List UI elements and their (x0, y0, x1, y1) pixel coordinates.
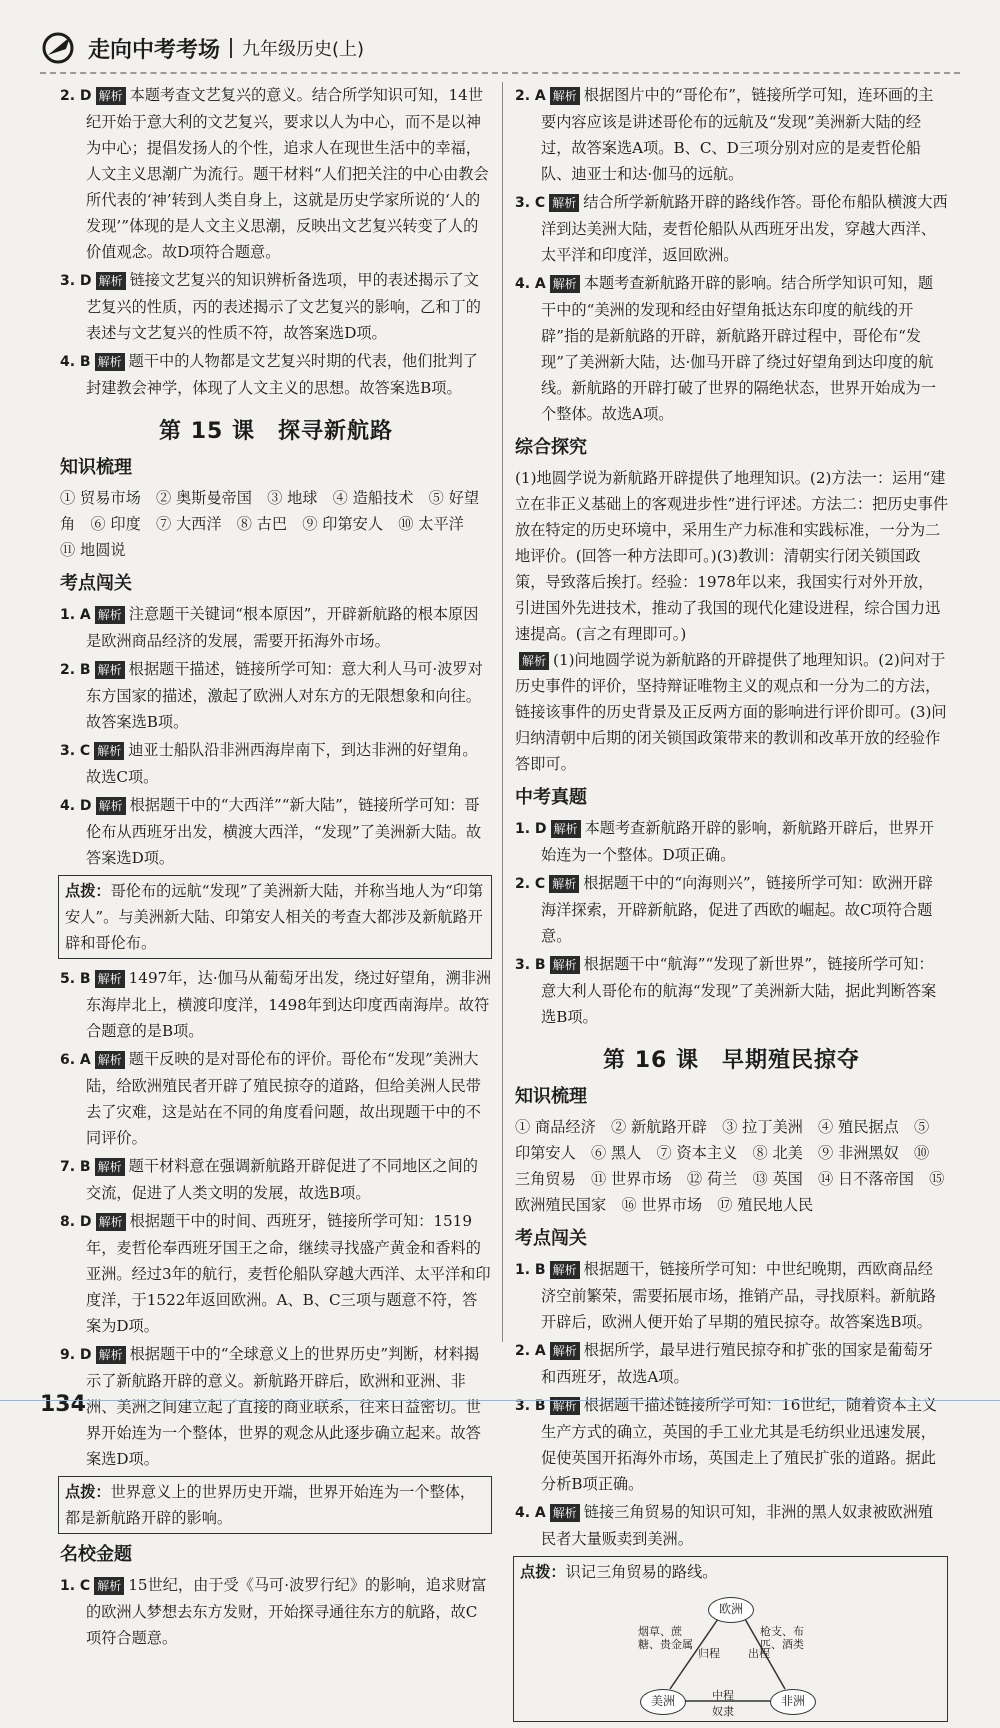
lesson-16-title: 第 16 课 早期殖民掠夺 (603, 1048, 860, 1073)
answer-text: 本题考查新航路开辟的影响，新航路开辟后，世界开始连为一个整体。D项正确。 (541, 819, 934, 864)
zhenti-items (515, 815, 948, 1030)
answer-text: 根据题干中的“向海则兴”，链接所学可知：欧洲开辟海洋探索，开辟新航路，促进了西欧的崛起。故C项符合题意。 (541, 874, 933, 945)
footer-line (0, 1400, 1000, 1401)
section-knowledge-15: 知识梳理 (60, 457, 132, 478)
answer-number: 3. D (60, 273, 92, 289)
header-separator (230, 38, 232, 58)
analysis-tag: 解析 (96, 1346, 126, 1364)
right-column (515, 82, 948, 1728)
kaodian-items-16 (515, 1256, 948, 1552)
answer-text: 迪亚士船队沿非洲西海岸南下，到达非洲的好望角。故选C项。 (86, 741, 478, 786)
answer-text: 根据题干中的“大西洋”“新大陆”，链接所学可知：哥伦布从西班牙出发，横渡大西洋，“发现”了美洲新大陆。故答案选D项。 (86, 796, 482, 867)
answer-number: 4. A (515, 276, 546, 292)
tip-box-2 (58, 1476, 492, 1534)
section-mingxiao: 名校金题 (60, 1544, 132, 1565)
answer-item (515, 189, 948, 268)
brand-title: 走向中考考场 (88, 37, 221, 63)
book-series-logo (38, 30, 82, 66)
section-kaodian-15: 考点闯关 (60, 573, 132, 594)
answer-text: 根据题干中“航海”“发现了新世界”，链接所学可知：意大利人哥伦布的航海“发现”了美洲新大陆，据此判断答案选B项。 (541, 955, 937, 1026)
answer-item (60, 1153, 492, 1206)
tip-label: 点拨： (65, 882, 111, 900)
analysis-tag: 解析 (95, 353, 125, 371)
answer-text: 结合所学新航路开辟的路线作答。哥伦布船队横渡大西洋到达美洲大陆，麦哲伦船队从西班牙出发，穿越大西洋、太平洋和印度洋，返回欧洲。 (541, 193, 948, 264)
tip-text: 世界意义上的世界历史开端，世界开始连为一个整体，都是新航路开辟的影响。 (65, 1483, 476, 1527)
analysis-tag: 解析 (95, 661, 125, 679)
answer-item (60, 1341, 492, 1472)
analysis-tag: 解析 (550, 275, 580, 293)
answer-item (515, 1337, 948, 1390)
node-america: 美洲 (640, 1689, 686, 1715)
answer-text: 题干材料意在强调新航路开辟促进了不同地区之间的交流，促进了人类文明的发展，故选B项。 (86, 1157, 478, 1202)
answer-item (515, 1392, 948, 1497)
label-left: 烟草、蔗糖、贵金属 (638, 1625, 693, 1651)
section-kaodian-16: 考点闯关 (515, 1228, 587, 1249)
answer-number: 2. C (515, 876, 546, 892)
answer-item (60, 792, 492, 871)
answer-item (515, 951, 948, 1030)
tip-text: 哥伦布的远航“发现”了美洲新大陆，并称当地人为“印第安人”。与美洲新大陆、印第安人相关的考查大都涉及新航路开辟和哥伦布。 (65, 882, 484, 952)
tip-label: 点拨： (520, 1563, 566, 1581)
answer-text: 根据题干描述链接所学可知：16世纪，随着资本主义生产方式的确立，英国的手工业尤其是毛纺织业迅速发展，促使英国开拓海外市场，英国走上了殖民扩张的道路。据此分析B项正确。 (541, 1396, 938, 1493)
answer-text: 题干反映的是对哥伦布的评价。哥伦布“发现”美洲大陆，给欧洲殖民者开辟了殖民掠夺的道路，但给美洲人民带去了灾难，这是站在不同的角度看问题，故出现题干中的不同评价。 (86, 1050, 481, 1147)
answer-number: 3. C (515, 195, 546, 211)
answer-item (60, 348, 492, 401)
answer-item (515, 82, 948, 187)
answer-text: 注意题干关键词“根本原因”，开辟新航路的根本原因是欧洲商品经济的发展，需要开拓海外市场。 (86, 605, 479, 650)
answer-item (515, 815, 948, 868)
answer-item (515, 1256, 948, 1335)
analysis-tag: 解析 (96, 797, 126, 815)
answer-number: 4. D (60, 798, 92, 814)
analysis-tag: 解析 (94, 742, 124, 760)
answer-item (60, 601, 492, 654)
analysis-tag: 解析 (95, 970, 125, 988)
node-africa: 非洲 (770, 1689, 816, 1715)
answer-text: 链接文艺复兴的知识辨析备选项，甲的表述揭示了文艺复兴的性质，丙的表述揭示了文艺复兴的影响，乙和丁的表述与文艺复兴的性质不符，故答案选D项。 (86, 271, 481, 342)
header-divider (40, 72, 960, 74)
zonghe-analysis (515, 647, 948, 777)
analysis-tag: 解析 (95, 1158, 125, 1176)
answer-item (60, 656, 492, 735)
answer-number: 6. A (60, 1052, 91, 1068)
answer-text: 1497年，达·伽马从葡萄牙出发，绕过好望角，溯非洲东海岸北上，横渡印度洋，1498年到达印度西南海岸。故符合题意的是B项。 (86, 969, 492, 1040)
analysis-tag: 解析 (519, 652, 549, 670)
knowledge-list-16: ① 商品经济 ② 新航路开辟 ③ 拉丁美洲 ④ 殖民据点 ⑤ 印第安人 ⑥ 黑人 ⑦ 资本主义 ⑧ 北美 ⑨ 非洲黑奴 ⑩ 三角贸易 ⑪ 世界市场 ⑫ 荷兰 ⑬ 英国 ⑭ 日不落帝国 ⑮ 欧洲殖民国家 ⑯ 世界市场 ⑰ 殖民地人民 (515, 1118, 945, 1214)
label-right-route: 出程 (748, 1647, 770, 1660)
answer-number: 2. D (60, 88, 92, 104)
analysis-tag: 解析 (94, 1577, 124, 1595)
analysis-tag: 解析 (549, 875, 579, 893)
answer-text: 根据题干中的“全球意义上的世界历史”判断，材料揭示了新航路开辟的意义。新航路开辟后，欧洲和亚洲、非洲、美洲之间建立起了直接的商业联系，往来日益密切。世界开始连为一个整体，世界的观念从此逐步确立起来。故答案选D项。 (86, 1345, 481, 1468)
answer-text: 根据所学，最早进行殖民掠夺和扩张的国家是葡萄牙和西班牙，故选A项。 (541, 1341, 934, 1386)
answer-text: 根据题干，链接所学可知：中世纪晚期，西欧商品经济空前繁荣，需要拓展市场，推销产品，寻找原料。新航路开辟后，欧洲人便开始了早期的殖民掠夺。故答案选B项。 (541, 1260, 936, 1331)
answer-item (515, 270, 948, 427)
answer-number: 1. D (515, 821, 547, 837)
answer-number: 8. D (60, 1214, 92, 1230)
section-zhenti: 中考真题 (515, 787, 587, 808)
section-knowledge-16: 知识梳理 (515, 1086, 587, 1107)
answer-number: 1. A (60, 607, 91, 623)
analysis-tag: 解析 (550, 956, 580, 974)
answer-number: 3. C (60, 743, 91, 759)
answer-item (60, 1572, 492, 1651)
analysis-tag: 解析 (95, 1051, 125, 1069)
analysis-tag: 解析 (550, 1397, 580, 1415)
analysis-tag: 解析 (550, 1261, 580, 1279)
answer-text: 链接三角贸易的知识可知，非洲的黑人奴隶被欧洲殖民者大量贩卖到美洲。 (541, 1503, 934, 1548)
answer-item (60, 267, 492, 346)
tip-box-1 (58, 875, 492, 959)
answer-item (515, 1499, 948, 1552)
answer-number: 7. B (60, 1159, 91, 1175)
label-bottom-bottom: 奴隶 (712, 1705, 734, 1718)
analysis-tag: 解析 (96, 272, 126, 290)
answer-number: 2. B (60, 662, 91, 678)
tip-label: 点拨： (65, 1483, 111, 1501)
answer-text: 本题考查新航路开辟的影响。结合所学知识可知，题干中的“美洲的发现和经由好望角抵达东印度的航线的开辟”指的是新航路的开辟，新航路开辟过程中，哥伦布“发现”了美洲新大陆，达·伽马开辟了绕过好望角到达印度的航线。新航路的开辟打破了世界的隔绝状态，世界开始成为一个整体。故选A项。 (541, 274, 936, 423)
answer-item (515, 870, 948, 949)
answer-number: 3. B (515, 957, 546, 973)
kaodian-items-b (60, 965, 492, 1472)
answer-item (60, 965, 492, 1044)
lesson-15-title: 第 15 课 探寻新航路 (159, 419, 393, 444)
label-left-route: 归程 (698, 1647, 720, 1660)
analysis-tag: 解析 (96, 87, 126, 105)
answer-number: 1. B (515, 1262, 546, 1278)
page-number: 134 (40, 1392, 86, 1417)
answer-text: 根据题干描述，链接所学可知：意大利人马可·波罗对东方国家的描述，激起了欧洲人对东方的无限想象和向往。故答案选B项。 (86, 660, 483, 731)
mingxiao-items (60, 1572, 492, 1651)
zonghe-answer: (1)地圆学说为新航路开辟提供了地理知识。(2)方法一：运用“建立在非正义基础上的客观进步性”进行评述。方法二：把历史事件放在特定的历史环境中，采用生产力标准和实践标准，一分为二地评价。(回答一种方法即可。)(3)教训：清朝实行闭关锁国政策，导致落后挨打。经验：1978年以来，我国实行对外开放，引进国外先进技术，推动了我国的现代化建设进程，综合国力迅速提高。(言之有理即可。) (515, 469, 949, 643)
node-europe: 欧洲 (708, 1597, 754, 1623)
page-header (38, 28, 364, 68)
answer-text: 根据图片中的“哥伦布”，链接所学可知，连环画的主要内容应该是讲述哥伦布的远航及“发现”美洲新大陆的经过，故答案选A项。B、C、D三项分别对应的是麦哲伦船队、迪亚士和达·伽马的远航。 (541, 86, 934, 183)
answer-item (60, 1208, 492, 1339)
book-subtitle: 九年级历史(上) (242, 39, 365, 60)
analysis-tag: 解析 (549, 194, 579, 212)
answer-item (60, 82, 492, 265)
analysis-tag: 解析 (550, 1504, 580, 1522)
answer-item (60, 737, 492, 790)
answer-number: 1. C (60, 1578, 91, 1594)
triangle-trade-diagram (520, 1589, 941, 1719)
label-right: 枪支、布匹、酒类 (760, 1625, 804, 1651)
zonghe-analysis-text: (1)问地圆学说为新航路的开辟提供了地理知识。(2)问对于历史事件的评价，坚持辩证唯物主义的观点和一分为二的方法，链接该事件的历史背景及正反两方面的影响进行评价即可。(3)问归纳清朝中后期的闭关锁国政策带来的教训和改革开放的经验作答即可。 (515, 651, 947, 773)
answer-text: 题干中的人物都是文艺复兴时期的代表，他们批判了封建教会神学，体现了人文主义的思想。故答案选B项。 (86, 352, 478, 397)
kaodian-items-a (60, 601, 492, 871)
analysis-tag: 解析 (95, 606, 125, 624)
analysis-tag: 解析 (550, 87, 580, 105)
analysis-tag: 解析 (550, 1342, 580, 1360)
answer-number: 4. B (60, 354, 91, 370)
answer-number: 5. B (60, 971, 91, 987)
analysis-tag: 解析 (551, 820, 581, 838)
answer-text: 本题考查文艺复兴的意义。结合所学知识可知，14世纪开始于意大利的文艺复兴，要求以人为中心，而不是以神为中心；提倡发扬人的个性，追求人在现世生活中的幸福，人文主义思潮广为流行。题干材料“人们把关注的中心由教会所代表的‘神’转到人类自身上，这就是历史学家所说的‘人的发现’”体现的是人文主义思潮，反映出文艺复兴转变了人的价值观念。故D项符合题意。 (86, 86, 489, 261)
column-divider (502, 82, 503, 1342)
answer-number: 2. A (515, 1343, 546, 1359)
answer-text: 根据题干中的时间、西班牙，链接所学可知：1519年，麦哲伦奉西班牙国王之命，继续寻找盛产黄金和香料的亚洲。经过3年的航行，麦哲伦船队穿越大西洋、太平洋和印度洋，于1522年返回欧洲。A、B、C三项与题意不符，答案为D项。 (86, 1212, 491, 1335)
section-zonghe: 综合探究 (515, 437, 587, 458)
left-column (60, 82, 492, 1653)
analysis-tag: 解析 (96, 1213, 126, 1231)
tip-text: 识记三角贸易的路线。 (565, 1563, 718, 1581)
answer-text: 15世纪，由于受《马可·波罗行纪》的影响，追求财富的欧洲人梦想去东方发财，开始探寻通往东方的航路，故C项符合题意。 (86, 1576, 487, 1647)
right-intro-items (515, 82, 948, 427)
knowledge-list-15: ① 贸易市场 ② 奥斯曼帝国 ③ 地球 ④ 造船技术 ⑤ 好望角 ⑥ 印度 ⑦ 大西洋 ⑧ 古巴 ⑨ 印第安人 ⑩ 太平洋 ⑪ 地圆说 (60, 489, 480, 559)
left-intro-items (60, 82, 492, 401)
answer-number: 2. A (515, 88, 546, 104)
answer-number: 4. A (515, 1505, 546, 1521)
tip-box-triangle (513, 1556, 948, 1722)
answer-item (60, 1046, 492, 1151)
answer-number: 9. D (60, 1347, 92, 1363)
answer-number: 3. B (515, 1398, 546, 1414)
label-bottom-top: 中程 (712, 1689, 734, 1702)
